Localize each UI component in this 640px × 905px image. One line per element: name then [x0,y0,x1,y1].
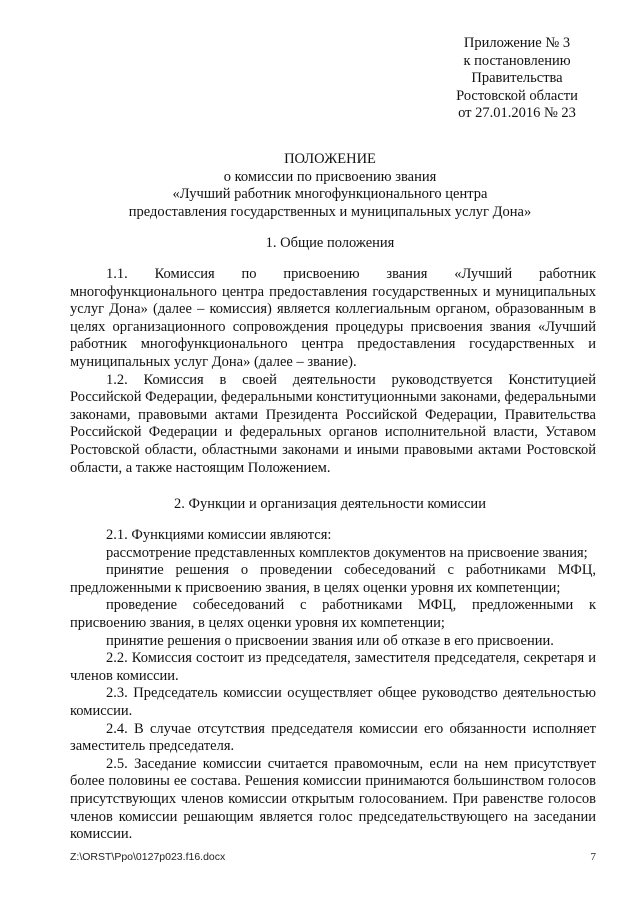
page-footer [70,851,596,863]
approval-line: Правительства [471,70,563,87]
paragraph: 2.1. Функциями комиссии являются: [106,527,332,543]
title-line: предоставления государственных и муниципальных услуг Дона» [128,203,532,220]
paragraph: принятие решения о присвоении звания или об отказе в его присвоении. [106,632,554,649]
title-line: «Лучший работник многофункционального центра [172,186,488,203]
section-1-body [70,266,596,477]
paragraph: 2.2. Комиссия состоит из председателя, заместителя председателя, секретаря и членов комиссии. [70,650,596,684]
paragraph: рассмотрение представленных комплектов документов на присвоение звания; [106,544,588,561]
paragraph: 1.2. Комиссия в своей деятельности руководствуется Конституцией Российской Федерации, федеральными конституционными законами, федеральными законами, правовыми актами Президента Российской Федерации, Правительства Российской Федерации и федеральных органов исполнительной власти, Уставом Ростовской области, областными законами и иными правовыми актами Ростовской области, а также настоящим Положением. [70,371,596,476]
approval-line: от 27.01.2016 № 23 [458,105,576,122]
section-2-heading: 2. Функции и организация деятельности комиссии [174,496,486,512]
approval-line: Приложение № 3 [463,35,571,51]
page-number: 7 [590,851,596,863]
approval-line: к постановлению [463,52,571,69]
paragraph: 2.4. В случае отсутствия председателя комиссии его обязанности исполняет заместитель председателя. [70,720,596,755]
title-line: о комиссии по присвоению звания [223,168,437,185]
title-heading: ПОЛОЖЕНИЕ [284,151,376,167]
paragraph: 1.1. Комиссия по присвоению звания «Лучший работник многофункционального центра предоставления государственных и муниципальных услуг Дона» (далее – комиссия) является коллегиальным органом, образованным в целях организационного сопровождения процедуры присвоения звания «Лучший работник многофункционального центра предоставления государственных и муниципальных услуг Дона» (далее – звание). [70,266,596,370]
approval-block [432,35,602,123]
file-path: Z:\ORST\Ppo\0127p023.f16.docx [70,851,226,863]
paragraph: 2.3. Председатель комиссии осуществляет общее руководство деятельностью комиссии. [70,685,596,719]
paragraph: принятие решения о проведении собеседований с работниками МФЦ, предложенными к присвоению звания, в целях оценки уровня их компетенции; [70,562,596,596]
paragraph: 2.5. Заседание комиссии считается правомочным, если на нем присутствует более половины ее состава. Решения комиссии принимаются большинством голосов присутствующих членов комиссии открытым голосованием. При равенстве голосов членов комиссии решающим является голос председательствующего на заседании комиссии. [70,755,596,843]
paragraph: проведение собеседований с работниками МФЦ, предложенными к присвоению звания, в целях оценки уровня их компетенции; [70,597,596,631]
approval-line: Ростовской области [456,87,578,104]
section-1-heading: 1. Общие положения [265,235,395,251]
document-title [60,151,600,221]
section-2-body [70,527,596,844]
